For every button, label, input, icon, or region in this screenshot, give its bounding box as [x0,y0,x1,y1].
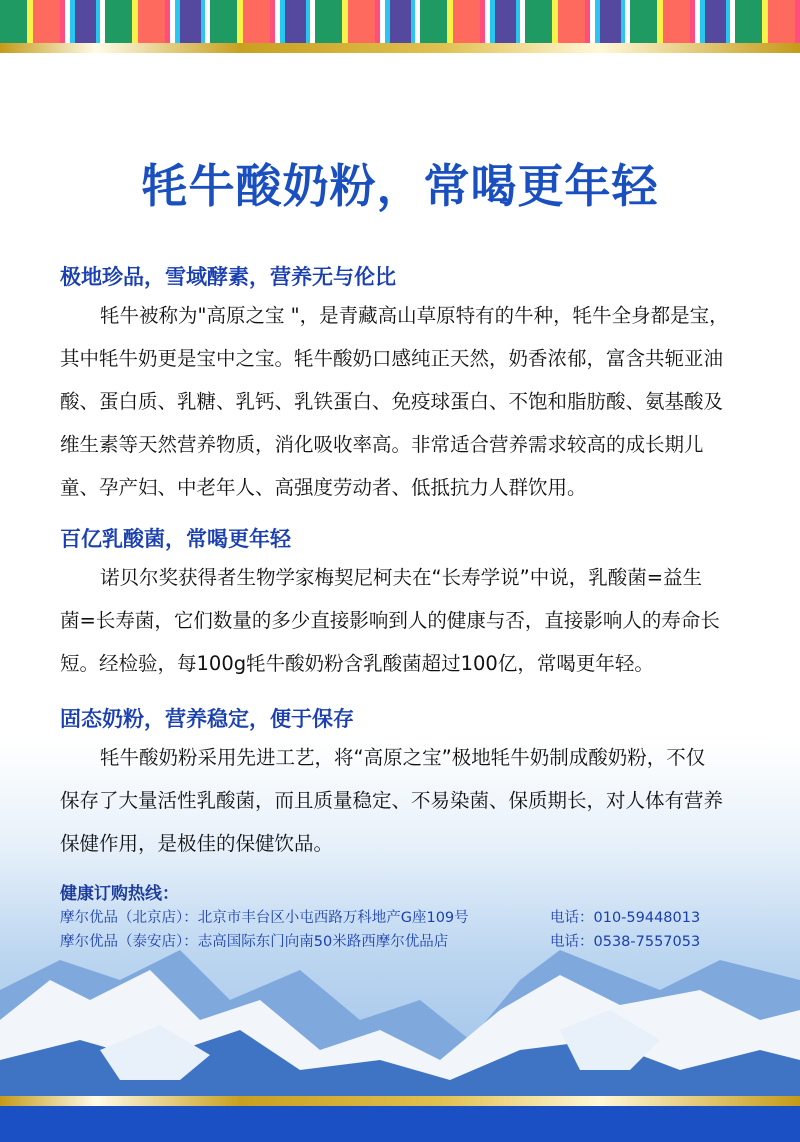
section-paragraph [60,736,760,865]
page-title: 牦牛酸奶粉，常喝更年轻 [141,159,659,213]
paragraph-line: 童、孕产妇、中老年人、高强度劳动者、低抵抗力人群饮用。 [60,476,587,499]
store-address: 摩尔优品（北京店）：北京市丰台区小屯西路万科地产G座109号 [60,910,469,926]
paragraph-line: 牦牛被称为"高原之宝 "，是青藏高山草原特有的牛种，牦牛全身都是宝， [100,304,729,327]
store-row [60,906,740,930]
gold-divider-top [0,43,800,53]
paragraph-line: 其中牦牛奶更是宝中之宝。牦牛酸奶口感纯正天然，奶香浓郁，富含共轭亚油 [60,347,724,370]
section-paragraph [60,556,760,685]
paragraph-line: 牦牛酸奶粉采用先进工艺，将“高原之宝”极地牦牛奶制成酸奶粉，不仅 [100,746,706,769]
store-phone: 电话：010-59448013 [550,910,701,926]
decorative-stripe-banner [0,0,800,43]
footer-bar [0,1106,800,1142]
gold-divider-bottom [0,1096,800,1106]
store-row [60,930,740,954]
section-paragraph [60,294,760,509]
paragraph-line: 保存了大量活性乳酸菌，而且质量稳定、不易染菌、保质期长，对人体有营养 [60,789,724,812]
paragraph-line: 菌=长寿菌，它们数量的多少直接影响到人的健康与否，直接影响人的寿命长 [60,609,720,632]
store-address: 摩尔优品（泰安店）：志高国际东门向南50米路西摩尔优品店 [60,934,449,950]
contact-title: 健康订购热线： [60,884,179,904]
snow-mountains-image [0,930,800,1100]
paragraph-line: 维生素等天然营养物质，消化吸收率高。非常适合营养需求较高的成长期儿 [60,433,704,456]
paragraph-line: 诺贝尔奖获得者生物学家梅契尼柯夫在“长寿学说”中说，乳酸菌=益生 [100,566,703,589]
paragraph-line: 保健作用，是极佳的保健饮品。 [60,832,334,855]
section-heading: 固态奶粉，营养稳定，便于保存 [60,707,354,731]
store-phone: 电话：0538-7557053 [550,934,701,950]
contact-info [60,882,740,954]
paragraph-line: 短。经检验，每100g牦牛酸奶粉含乳酸菌超过100亿，常喝更年轻。 [60,652,654,675]
section-heading: 百亿乳酸菌，常喝更年轻 [60,527,291,551]
paragraph-line: 酸、蛋白质、乳糖、乳钙、乳铁蛋白、免疫球蛋白、不饱和脂肪酸、氨基酸及 [60,390,724,413]
section-heading: 极地珍品，雪域酵素，营养无与伦比 [60,265,396,289]
